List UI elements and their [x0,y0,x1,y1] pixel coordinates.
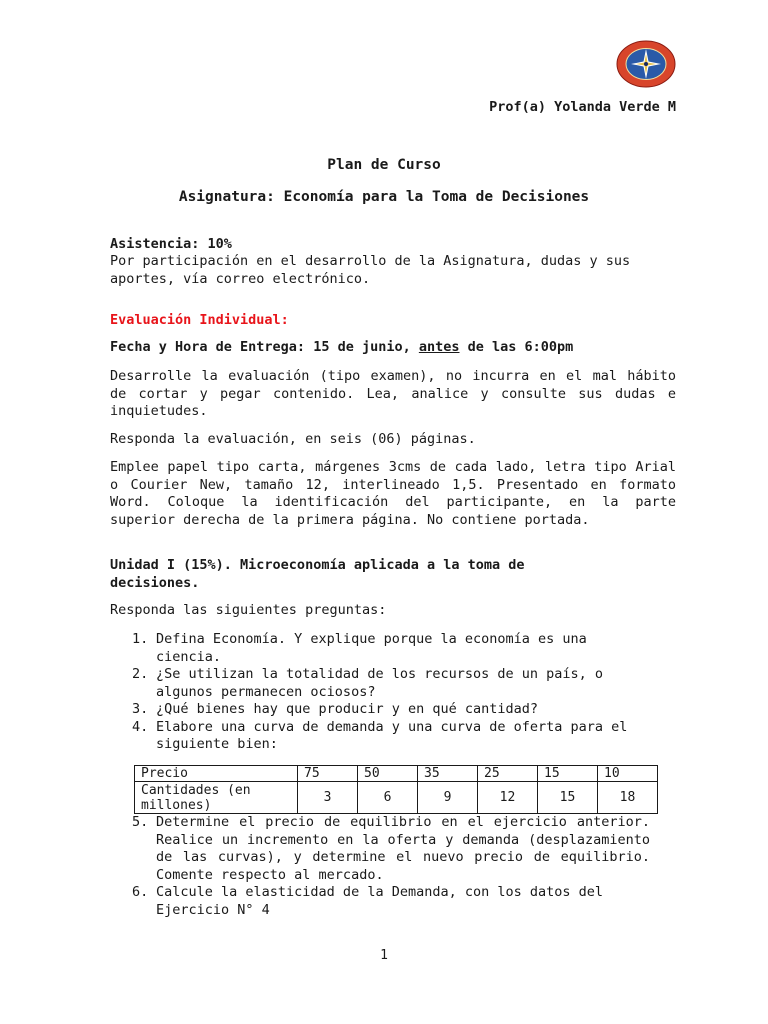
delivery-date-prefix: Fecha y Hora de Entrega: 15 de junio, [110,339,419,355]
unidad-heading: Unidad I (15%). Microeconomía aplicada a la toma de decisiones. [110,557,525,591]
question-number: 6. [132,884,149,900]
question-number: 1. [132,631,149,647]
price-quantity-table [134,765,658,814]
list-item [110,666,650,701]
evaluacion-heading: Evaluación Individual: [110,312,289,328]
table-cell-label: Cantidades (en millones) [135,782,298,814]
table-cell: 3 [298,782,358,814]
asistencia-text: Por participación en el desarrollo de la Asignatura, dudas y sus aportes, vía correo electrónico. [110,253,631,287]
table-cell: 10 [598,766,658,782]
question-text: Elabore una curva de demanda y una curva de oferta para el siguiente bien: [156,718,628,752]
question-number: 3. [132,701,149,717]
question-number: 2. [132,666,149,682]
course-plan-title: Plan de Curso [327,157,441,173]
instructions-paragraph-1: Desarrolle la evaluación (tipo examen), no incurra en el mal hábito de cortar y pegar contenido. Lea, analice y consulte sus dudas e inquietudes. [110,368,676,419]
list-item [110,631,650,666]
question-text: ¿Qué bienes hay que producir y en qué cantidad? [156,701,539,717]
instructions-paragraph-2: Responda la evaluación, en seis (06) páginas. [110,431,476,447]
table-cell: 15 [538,766,598,782]
list-item [110,701,650,719]
table-row [135,782,658,814]
delivery-date-underlined: antes [418,339,460,355]
delivery-date [110,339,676,357]
table-cell: 6 [358,782,418,814]
questions-intro: Responda las siguientes preguntas: [110,602,387,618]
table-cell: 9 [418,782,478,814]
subject-title: Asignatura: Economía para la Toma de Decisiones [178,189,590,205]
table-cell: 75 [298,766,358,782]
delivery-date-suffix: de las 6:00pm [459,339,574,355]
instructions-paragraph-3: Emplee papel tipo carta, márgenes 3cms de cada lado, letra tipo Arial o Courier New, tamaño 12, interlineado 1,5. Presentado en formato Word. Coloque la identificación del participante, en la parte superior derecha de la primera página. No contiene portada. [110,459,676,528]
page-number: 1 [380,948,388,963]
author-name: Prof(a) Yolanda Verde M [489,99,676,115]
asistencia-heading: Asistencia: 10% [110,236,232,252]
table-row [135,766,658,782]
question-text: ¿Se utilizan la totalidad de los recursos de un país, o algunos permanecen ociosos? [156,666,604,700]
table-cell: 25 [478,766,538,782]
university-seal-icon [616,40,676,88]
list-item [110,884,650,919]
table-cell: 35 [418,766,478,782]
table-cell-label: Precio [135,766,298,782]
table-cell: 18 [598,782,658,814]
table-cell: 15 [538,782,598,814]
list-item [110,719,650,754]
question-text: Determine el precio de equilibrio en el ejercicio anterior. Realice un incremento en la oferta y demanda (desplazamiento de las curvas), y determine el nuevo precio de equilibrio. Comente respecto al mercado. [156,814,650,883]
questions-list-part1 [110,631,650,754]
question-number: 4. [132,718,149,735]
question-text: Defina Economía. Y explique porque la economía es una ciencia. [156,631,587,665]
questions-list-part2 [110,814,650,919]
table-cell: 12 [478,782,538,814]
question-text: Calcule la elasticidad de la Demanda, con los datos del Ejercicio N° 4 [156,884,604,918]
list-item [110,814,650,884]
question-number: 5. [132,814,149,830]
table-cell: 50 [358,766,418,782]
